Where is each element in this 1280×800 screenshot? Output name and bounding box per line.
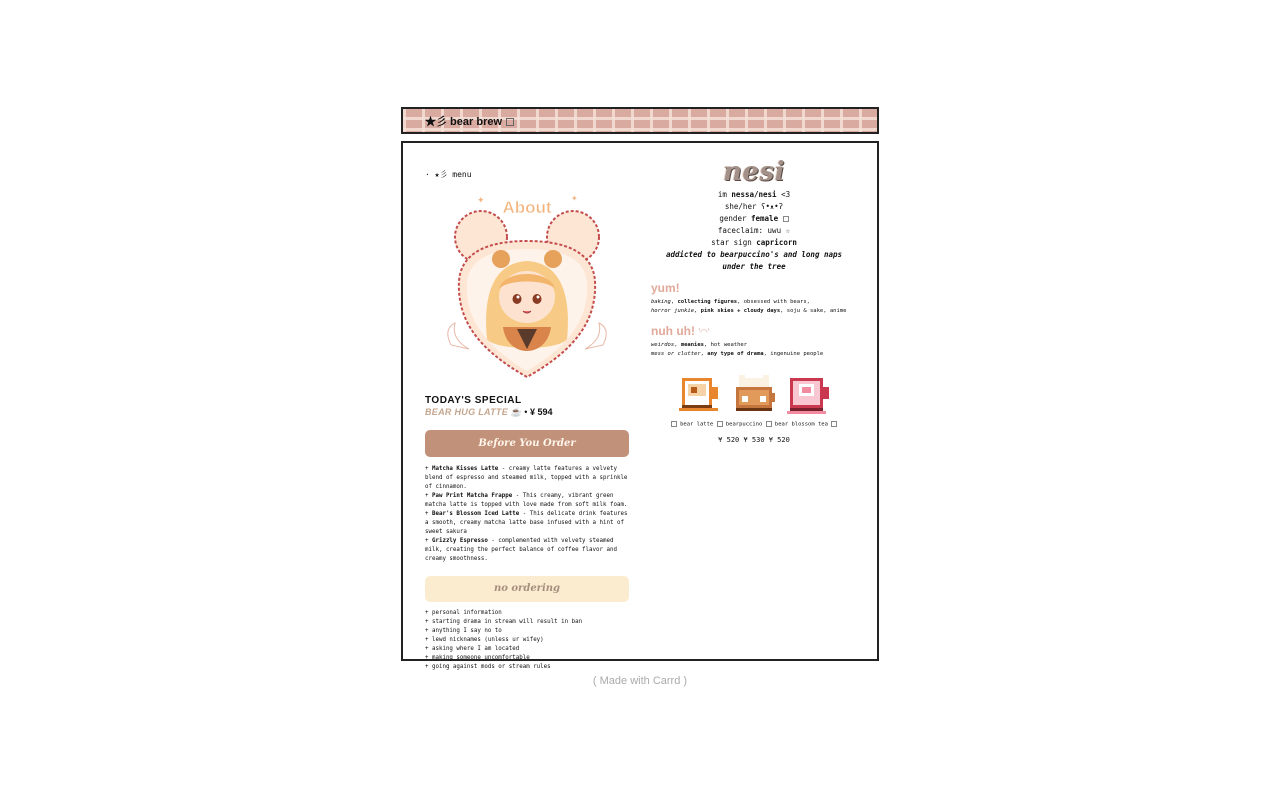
list-item: + Paw Print Matcha Frappe - This creamy, vibrant green matcha latte is topped with love made from soft milk foam.: [425, 493, 628, 508]
site-title: [425, 113, 514, 129]
sparkle-icon: ✦: [571, 194, 578, 203]
bio-label: im: [717, 190, 732, 199]
separator: ,: [694, 308, 701, 314]
separator: ,: [674, 342, 681, 348]
square-icon: [831, 421, 837, 427]
item-desc: - This creamy, vibrant green matcha latte is topped with love made from soft milk foam.: [425, 493, 628, 508]
list-item: + going against mods or stream rules: [425, 664, 551, 670]
item-name: Grizzly Espresso: [431, 538, 488, 544]
main-card: [401, 141, 879, 670]
like-item: , soju & sake, anime: [780, 308, 847, 314]
like-item: baking: [651, 299, 671, 305]
about-art: [447, 189, 607, 389]
bio-line: she/her ʕ•ᴥ•ʔ: [724, 202, 784, 211]
drink-label: bear latte: [680, 421, 714, 428]
dislike-item: , hot weather: [704, 342, 748, 348]
dislikes-face: '◠': [698, 327, 710, 337]
dislike-item: any type of drama: [707, 351, 764, 357]
profile-bio: [651, 189, 857, 273]
dislikes-title-text: nuh uh!: [651, 324, 695, 338]
drink-label: bear blossom tea: [774, 421, 828, 428]
left-column: [425, 395, 631, 672]
about-title: About: [502, 198, 552, 217]
list-item: + Matcha Kisses Latte - creamy latte features a velvety blend of espresso and steamed milk, topped with a sprinkle of cinnamon.: [425, 466, 628, 490]
item-desc: - complemented with velvety steamed milk, creating the perfect balance of coffee flavor and creamy smoothness.: [425, 538, 617, 562]
dislikes-text: [651, 341, 857, 359]
item-name: Bear's Blossom Iced Latte: [431, 511, 520, 517]
rule-text: making someone uncomfortable: [431, 655, 530, 661]
dislikes-title: [651, 324, 857, 338]
rule-text: personal information: [431, 610, 502, 616]
like-item: , obsessed with bears,: [737, 299, 810, 305]
like-item: pink skies + cloudy days: [700, 308, 781, 314]
dislikes-section: [651, 324, 857, 359]
bear-blossom-tea-icon: [784, 369, 832, 417]
dislike-item: meanies: [680, 342, 704, 348]
drink-prices: ¥ 520 ¥ 530 ¥ 520: [718, 435, 790, 444]
sparkle-icon: ✦: [477, 196, 485, 206]
list-item: + personal information: [425, 610, 502, 616]
separator: ,: [700, 351, 708, 357]
no-ordering-button[interactable]: no ordering: [425, 576, 629, 602]
likes-line: [651, 307, 857, 316]
bio-tagline: addicted to bearpuccino's and long naps under the tree: [665, 250, 843, 271]
title-bar: [401, 107, 879, 134]
list-item: + asking where I am located: [425, 646, 520, 652]
bio-value: nessa/nesi: [731, 190, 777, 199]
todays-special-title: TODAY'S SPECIAL: [425, 395, 522, 406]
bio-line: [651, 213, 857, 225]
bio-label: gender: [719, 214, 751, 223]
about-illustration: [447, 189, 607, 389]
bearpuccino-icon: [730, 369, 778, 417]
right-wing-icon: [585, 323, 606, 349]
made-with-carrd-link[interactable]: ( Made with Carrd ): [592, 675, 688, 687]
bear-latte-icon: [676, 369, 724, 417]
rule-text: lewd nicknames (unless ur wifey): [431, 637, 544, 643]
character-avatar: [486, 250, 568, 351]
separator: ,: [670, 299, 678, 305]
todays-special-line: [425, 407, 631, 418]
bio-suffix: <3: [776, 190, 791, 199]
square-icon: [506, 118, 514, 126]
bio-line: [651, 189, 857, 201]
special-price: ¥ 594: [529, 407, 553, 417]
left-wing-icon: [448, 323, 469, 349]
rules-list: [425, 609, 631, 672]
drink-label: bearpuccino: [725, 421, 763, 428]
dislike-item: mess or clutter: [651, 351, 701, 357]
profile-name: nesi: [723, 157, 785, 187]
dislikes-line: [651, 350, 857, 359]
like-item: collecting figures: [677, 299, 738, 305]
likes-text: [651, 298, 857, 316]
item-name: Matcha Kisses Latte: [431, 466, 499, 472]
bio-line: faceclaim: uwu ☆: [717, 226, 791, 235]
rule-text: anything I say no to: [431, 628, 502, 634]
before-you-order-button[interactable]: Before You Order: [425, 430, 629, 457]
square-icon: [717, 421, 723, 427]
site-title-text: ★彡 bear brew: [425, 116, 503, 128]
rule-text: starting drama in stream will result in ban: [431, 619, 583, 625]
rule-text: going against mods or stream rules: [431, 664, 551, 670]
bio-value: capricorn: [756, 238, 797, 247]
right-column: [651, 157, 857, 444]
list-item: + making someone uncomfortable: [425, 655, 530, 661]
list-item: + starting drama in stream will result in ban: [425, 619, 583, 625]
list-item: + anything I say no to: [425, 628, 502, 634]
rule-text: asking where I am located: [431, 646, 520, 652]
dislike-item: , ingenuine people: [763, 351, 824, 357]
bio-label: star sign: [711, 238, 757, 247]
drink-labels: [651, 421, 857, 428]
square-icon: [766, 421, 772, 427]
list-item: + Bear's Blossom Iced Latte - This delicate drink features a smooth, creamy matcha latte base infused with a hint of sweet sakura: [425, 511, 628, 535]
likes-line: [651, 298, 857, 307]
item-name: Paw Print Matcha Frappe: [431, 493, 513, 499]
coffee-cup-icon: ☕: [510, 407, 522, 417]
dislikes-line: [651, 341, 857, 350]
list-item: + Grizzly Espresso - complemented with velvety steamed milk, creating the perfect balance of coffee flavor and creamy smoothness.: [425, 538, 617, 562]
likes-section: [651, 281, 857, 316]
dislike-item: weirdos: [651, 342, 675, 348]
like-item: horror junkie: [651, 308, 695, 314]
bio-value: female: [751, 214, 779, 223]
bio-line: [651, 237, 857, 249]
list-item: + lewd nicknames (unless ur wifey): [425, 637, 544, 643]
bullet: •: [524, 407, 528, 417]
square-icon: [783, 216, 789, 222]
drinks-row: [651, 369, 857, 417]
special-name: BEAR HUG LATTE: [425, 407, 509, 417]
menu-description-list: [425, 465, 631, 564]
menu-link[interactable]: · ★彡 menu: [425, 170, 472, 179]
square-icon: [671, 421, 677, 427]
item-desc: - This delicate drink features a smooth, creamy matcha latte base infused with a hint of sweet sakura: [425, 511, 628, 535]
likes-title: yum!: [651, 281, 680, 295]
item-desc: - creamy latte features a velvety blend of espresso and steamed milk, topped with a sprinkle of cinnamon.: [425, 466, 628, 490]
